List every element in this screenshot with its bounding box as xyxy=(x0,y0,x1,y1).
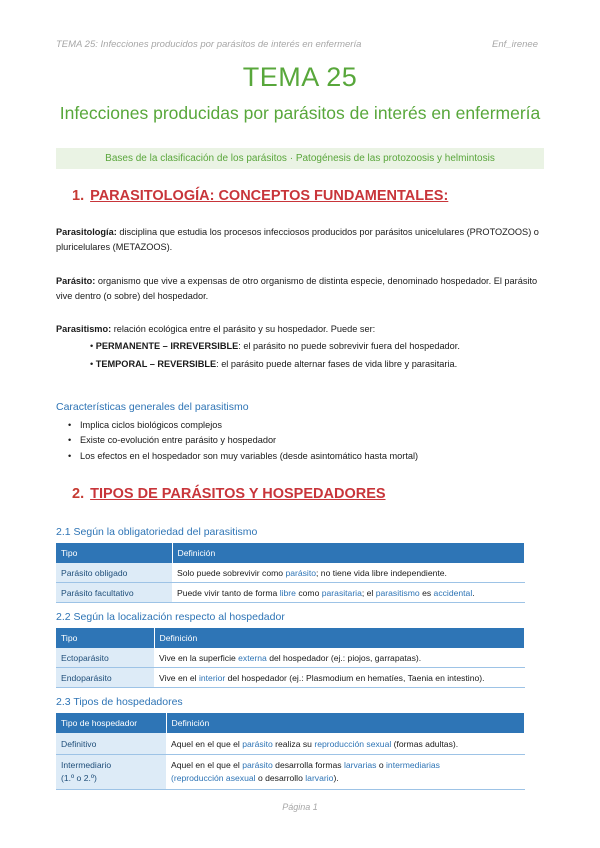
table-cell-type: Intermediario (1.º o 2.º) xyxy=(56,755,166,790)
list-item xyxy=(68,420,222,430)
column-header: Definición xyxy=(166,713,525,733)
table-row xyxy=(56,755,525,790)
table-row xyxy=(56,583,525,603)
term-temporal: TEMPORAL – REVERSIBLE xyxy=(95,359,217,369)
bullet-icon: • xyxy=(90,341,96,351)
table-cell-type: Ectoparásito xyxy=(56,648,154,668)
running-header-title: TEMA 25: Infecciones producidos por parásitos de interés en enfermería xyxy=(56,39,362,50)
term-parasito: Parásito: xyxy=(56,276,96,286)
table-cell-type: Definitivo xyxy=(56,733,166,755)
document-title: TEMA 25 xyxy=(242,62,358,92)
table-cell-type: Parásito facultativo xyxy=(56,583,172,603)
term-parasitologia: Parasitología: xyxy=(56,227,117,237)
column-header: Definición xyxy=(154,628,525,648)
bullet-permanente xyxy=(90,341,460,351)
characteristics-heading: Características generales del parasitismo xyxy=(56,401,249,413)
bullet-icon: • xyxy=(68,420,72,430)
definition-parasito: organismo que vive a expensas de otro organismo de distinta especie, denominado hospedador. El parásito vive dentro (o sobre) del hospedador. xyxy=(56,276,538,301)
paragraph-parasitologia xyxy=(56,225,544,255)
table-header-row xyxy=(56,543,525,563)
section-2-title: TIPOS DE PARÁSITOS Y HOSPEDADORES xyxy=(90,486,386,502)
document-subtitle: Infecciones producidas por parásitos de interés en enfermería xyxy=(59,103,541,123)
table-row xyxy=(56,733,525,755)
bullet-temporal xyxy=(90,359,457,369)
term-permanente: PERMANENTE – IRREVERSIBLE xyxy=(95,341,239,351)
definition-parasitologia: disciplina que estudia los procesos infecciosos producidos por parásitos unicelulares (PROTOZOOS) o pluricelulares (METAZOOS). xyxy=(56,227,539,252)
section-1-number: 1. xyxy=(72,188,85,204)
table-cell-definition: Solo puede sobrevivir como parásito; no tiene vida libre independiente. xyxy=(172,563,525,583)
column-header: Tipo xyxy=(56,628,154,648)
section-2-number: 2. xyxy=(72,486,85,502)
table-hospedadores xyxy=(56,713,525,790)
running-header-author: Enf_irenee xyxy=(492,39,538,50)
column-header: Definición xyxy=(172,543,525,563)
list-item-text: Existe co-evolución entre parásito y hospedador xyxy=(80,435,277,445)
bullet-icon: • xyxy=(90,359,96,369)
definition-parasitismo: relación ecológica entre el parásito y su hospedador. Puede ser: xyxy=(111,324,376,334)
subsection-2-1-heading: 2.1 Según la obligatoriedad del parasitismo xyxy=(56,526,258,538)
table-cell-definition: Aquel en el que el parásito realiza su reproducción sexual (formas adultas). xyxy=(166,733,525,755)
paragraph-parasito xyxy=(56,274,544,304)
list-item xyxy=(68,435,276,445)
section-1-heading xyxy=(72,188,448,204)
section-2-heading xyxy=(72,486,386,502)
list-item xyxy=(68,451,418,461)
table-header-row xyxy=(56,713,525,733)
term-parasitismo: Parasitismo: xyxy=(56,324,112,334)
list-item-text: Los efectos en el hospedador son muy variables (desde asintomático hasta mortal) xyxy=(80,451,419,461)
table-row xyxy=(56,563,525,583)
subsection-2-2-heading: 2.2 Según la localización respecto al hospedador xyxy=(56,611,285,623)
column-header: Tipo xyxy=(56,543,172,563)
topics-banner: Bases de la clasificación de los parásitos · Patogénesis de las protozoosis y helmintosis xyxy=(56,148,544,169)
table-cell-definition: Vive en el interior del hospedador (ej.: Plasmodium en hematíes, Taenia en intestino). xyxy=(154,668,525,688)
list-item-text: Implica ciclos biológicos complejos xyxy=(80,420,222,430)
bullet-icon: • xyxy=(68,451,72,461)
section-1-title: PARASITOLOGÍA: CONCEPTOS FUNDAMENTALES: xyxy=(90,188,449,204)
subsection-2-3-heading: 2.3 Tipos de hospedadores xyxy=(56,696,183,708)
table-row xyxy=(56,668,525,688)
table-localizacion xyxy=(56,628,525,688)
table-cell-definition: Puede vivir tanto de forma libre como parasitaria; el parasitismo es accidental. xyxy=(172,583,525,603)
table-row xyxy=(56,648,525,668)
paragraph-parasitismo xyxy=(56,322,544,337)
bullet-icon: • xyxy=(68,435,72,445)
table-header-row xyxy=(56,628,525,648)
table-cell-definition: Vive en la superficie externa del hospedador (ej.: piojos, garrapatas). xyxy=(154,648,525,668)
table-cell-type: Endoparásito xyxy=(56,668,154,688)
column-header: Tipo de hospedador xyxy=(56,713,166,733)
table-cell-definition: Aquel en el que el parásito desarrolla formas larvarias o intermediarias (reproducción asexual o desarrollo larvario). xyxy=(166,755,525,790)
table-cell-type: Parásito obligado xyxy=(56,563,172,583)
table-obligatoriedad xyxy=(56,543,525,603)
page-number: Página 1 xyxy=(282,802,318,812)
definition-temporal: : el parásito puede alternar fases de vida libre y parasitaria. xyxy=(216,359,458,369)
definition-permanente: : el parásito no puede sobrevivir fuera del hospedador. xyxy=(238,341,460,351)
